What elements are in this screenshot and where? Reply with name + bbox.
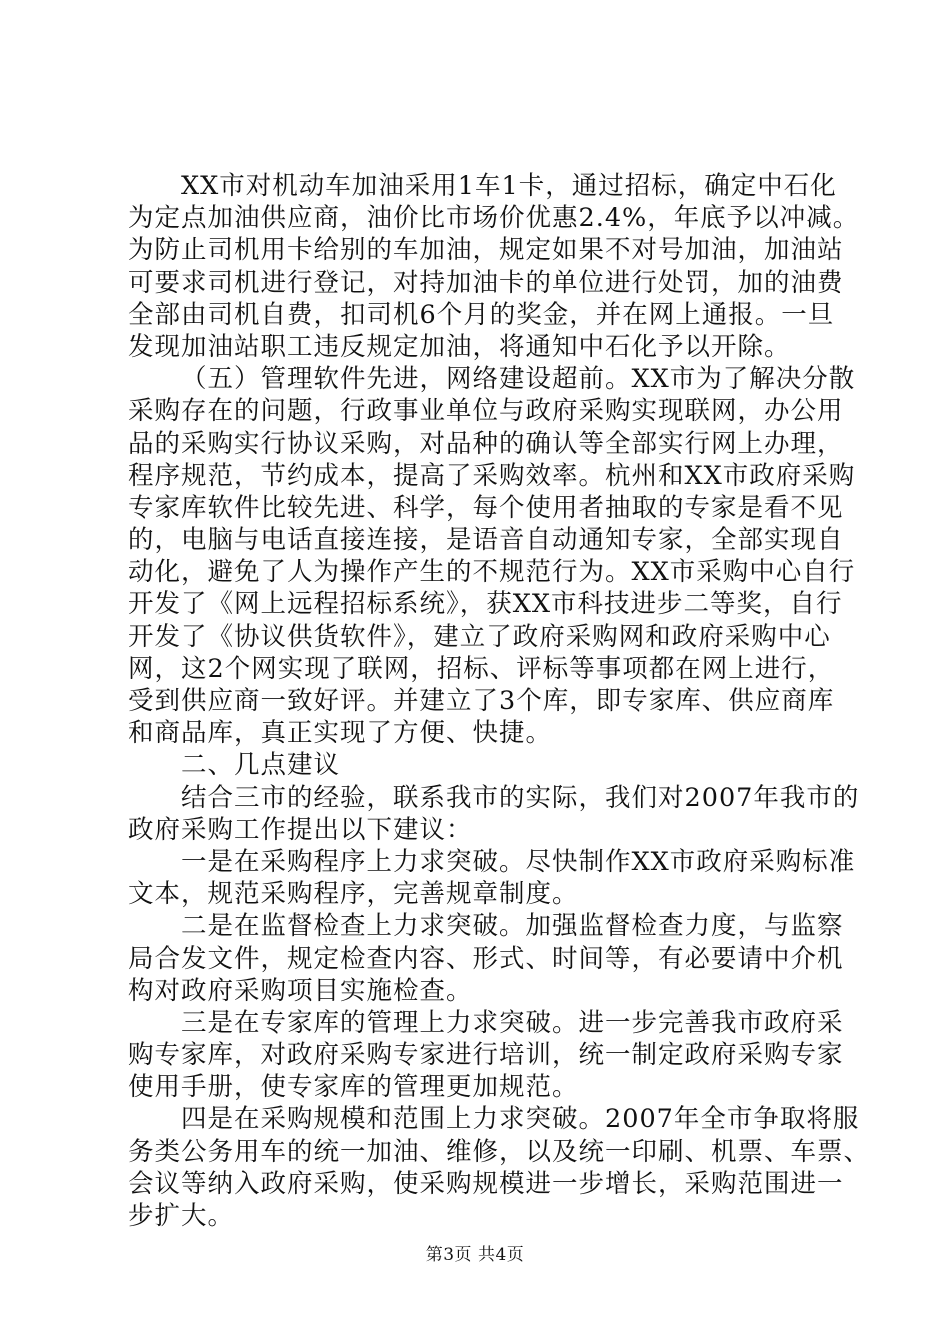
- paragraph-line: 可要求司机进行登记，对持加油卡的单位进行处罚，加的油费: [128, 267, 844, 298]
- paragraph-line: 受到供应商一致好评。并建立了3个库，即专家库、供应商库: [128, 686, 835, 716]
- paragraph-line: （五）管理软件先进，网络建设超前。XX市为了解决分散: [181, 364, 856, 395]
- paragraph-line: 为防止司机用卡给别的车加油，规定如果不对号加油，加油站: [128, 235, 844, 266]
- paragraph-line: 一是在采购程序上力求突破。尽快制作XX市政府采购标准: [181, 846, 856, 877]
- paragraph-line: 政府采购工作提出以下建议：: [128, 814, 473, 845]
- paragraph-line: 购专家库，对政府采购专家进行培训，统一制定政府采购专家: [128, 1040, 844, 1071]
- paragraph-line: 文本，规范采购程序，完善规章制度。: [128, 879, 579, 910]
- paragraph-line: 步扩大。: [128, 1201, 235, 1231]
- paragraph-line: 结合三市的经验，联系我市的实际，我们对2007年我市的: [181, 782, 860, 813]
- paragraph-line: 三是在专家库的管理上力求突破。进一步完善我市政府采: [181, 1007, 844, 1038]
- paragraph-line: 的，电脑与电话直接连接，是语音自动通知专家，全部实现自: [128, 525, 844, 556]
- paragraph-line: 程序规范，节约成本，提高了采购效率。杭州和XX市政府采购: [128, 460, 856, 491]
- paragraph-line: 二是在监督检查上力求突破。加强监督检查力度，与监察: [181, 911, 844, 942]
- paragraph-line: 品的采购实行协议采购，对品种的确认等全部实行网上办理，: [128, 428, 844, 459]
- paragraph-line: 为定点加油供应商，油价比市场价优惠2.4%，年底予以冲减。: [128, 203, 860, 234]
- paragraph-line: 四是在采购规模和范围上力求突破。2007年全市争取将服: [181, 1104, 860, 1135]
- paragraph-line: XX市对机动车加油采用1车1卡，通过招标，确定中石化: [181, 171, 837, 201]
- page-footer: 第3页 共4页: [425, 1245, 525, 1265]
- paragraph-line: 动化，避免了人为操作产生的不规范行为。XX市采购中心自行: [128, 557, 856, 588]
- paragraph-line: 开发了《网上远程招标系统》，获XX市科技进步二等奖，自行: [128, 589, 843, 620]
- section-heading: 二、几点建议: [181, 750, 341, 781]
- paragraph-line: 局合发文件，规定检查内容、形式、时间等，有必要请中介机: [128, 943, 844, 974]
- document-body: [128, 170, 871, 1232]
- paragraph-line: 和商品库，真正实现了方便、快捷。: [128, 718, 553, 749]
- paragraph-line: 会议等纳入政府采购，使采购规模进一步增长，采购范围进一: [128, 1168, 844, 1199]
- paragraph-line: 务类公务用车的统一加油、维修，以及统一印刷、机票、车票、: [128, 1136, 871, 1167]
- paragraph-line: 开发了《协议供货软件》，建立了政府采购网和政府采购中心: [128, 621, 831, 652]
- paragraph-line: 专家库软件比较先进、科学，每个使用者抽取的专家是看不见: [128, 492, 844, 523]
- paragraph-line: 网，这2个网实现了联网，招标、评标等事项都在网上进行，: [128, 653, 835, 684]
- paragraph-line: 采购存在的问题，行政事业单位与政府采购实现联网，办公用: [128, 396, 844, 427]
- paragraph-line: 构对政府采购项目实施检查。: [128, 975, 473, 1006]
- paragraph-line: 全部由司机自费，扣司机6个月的奖金，并在网上通报。一旦: [128, 299, 835, 330]
- paragraph-line: 使用手册，使专家库的管理更加规范。: [128, 1072, 579, 1103]
- paragraph-line: 发现加油站职工违反规定加油，将通知中石化予以开除。: [128, 331, 791, 362]
